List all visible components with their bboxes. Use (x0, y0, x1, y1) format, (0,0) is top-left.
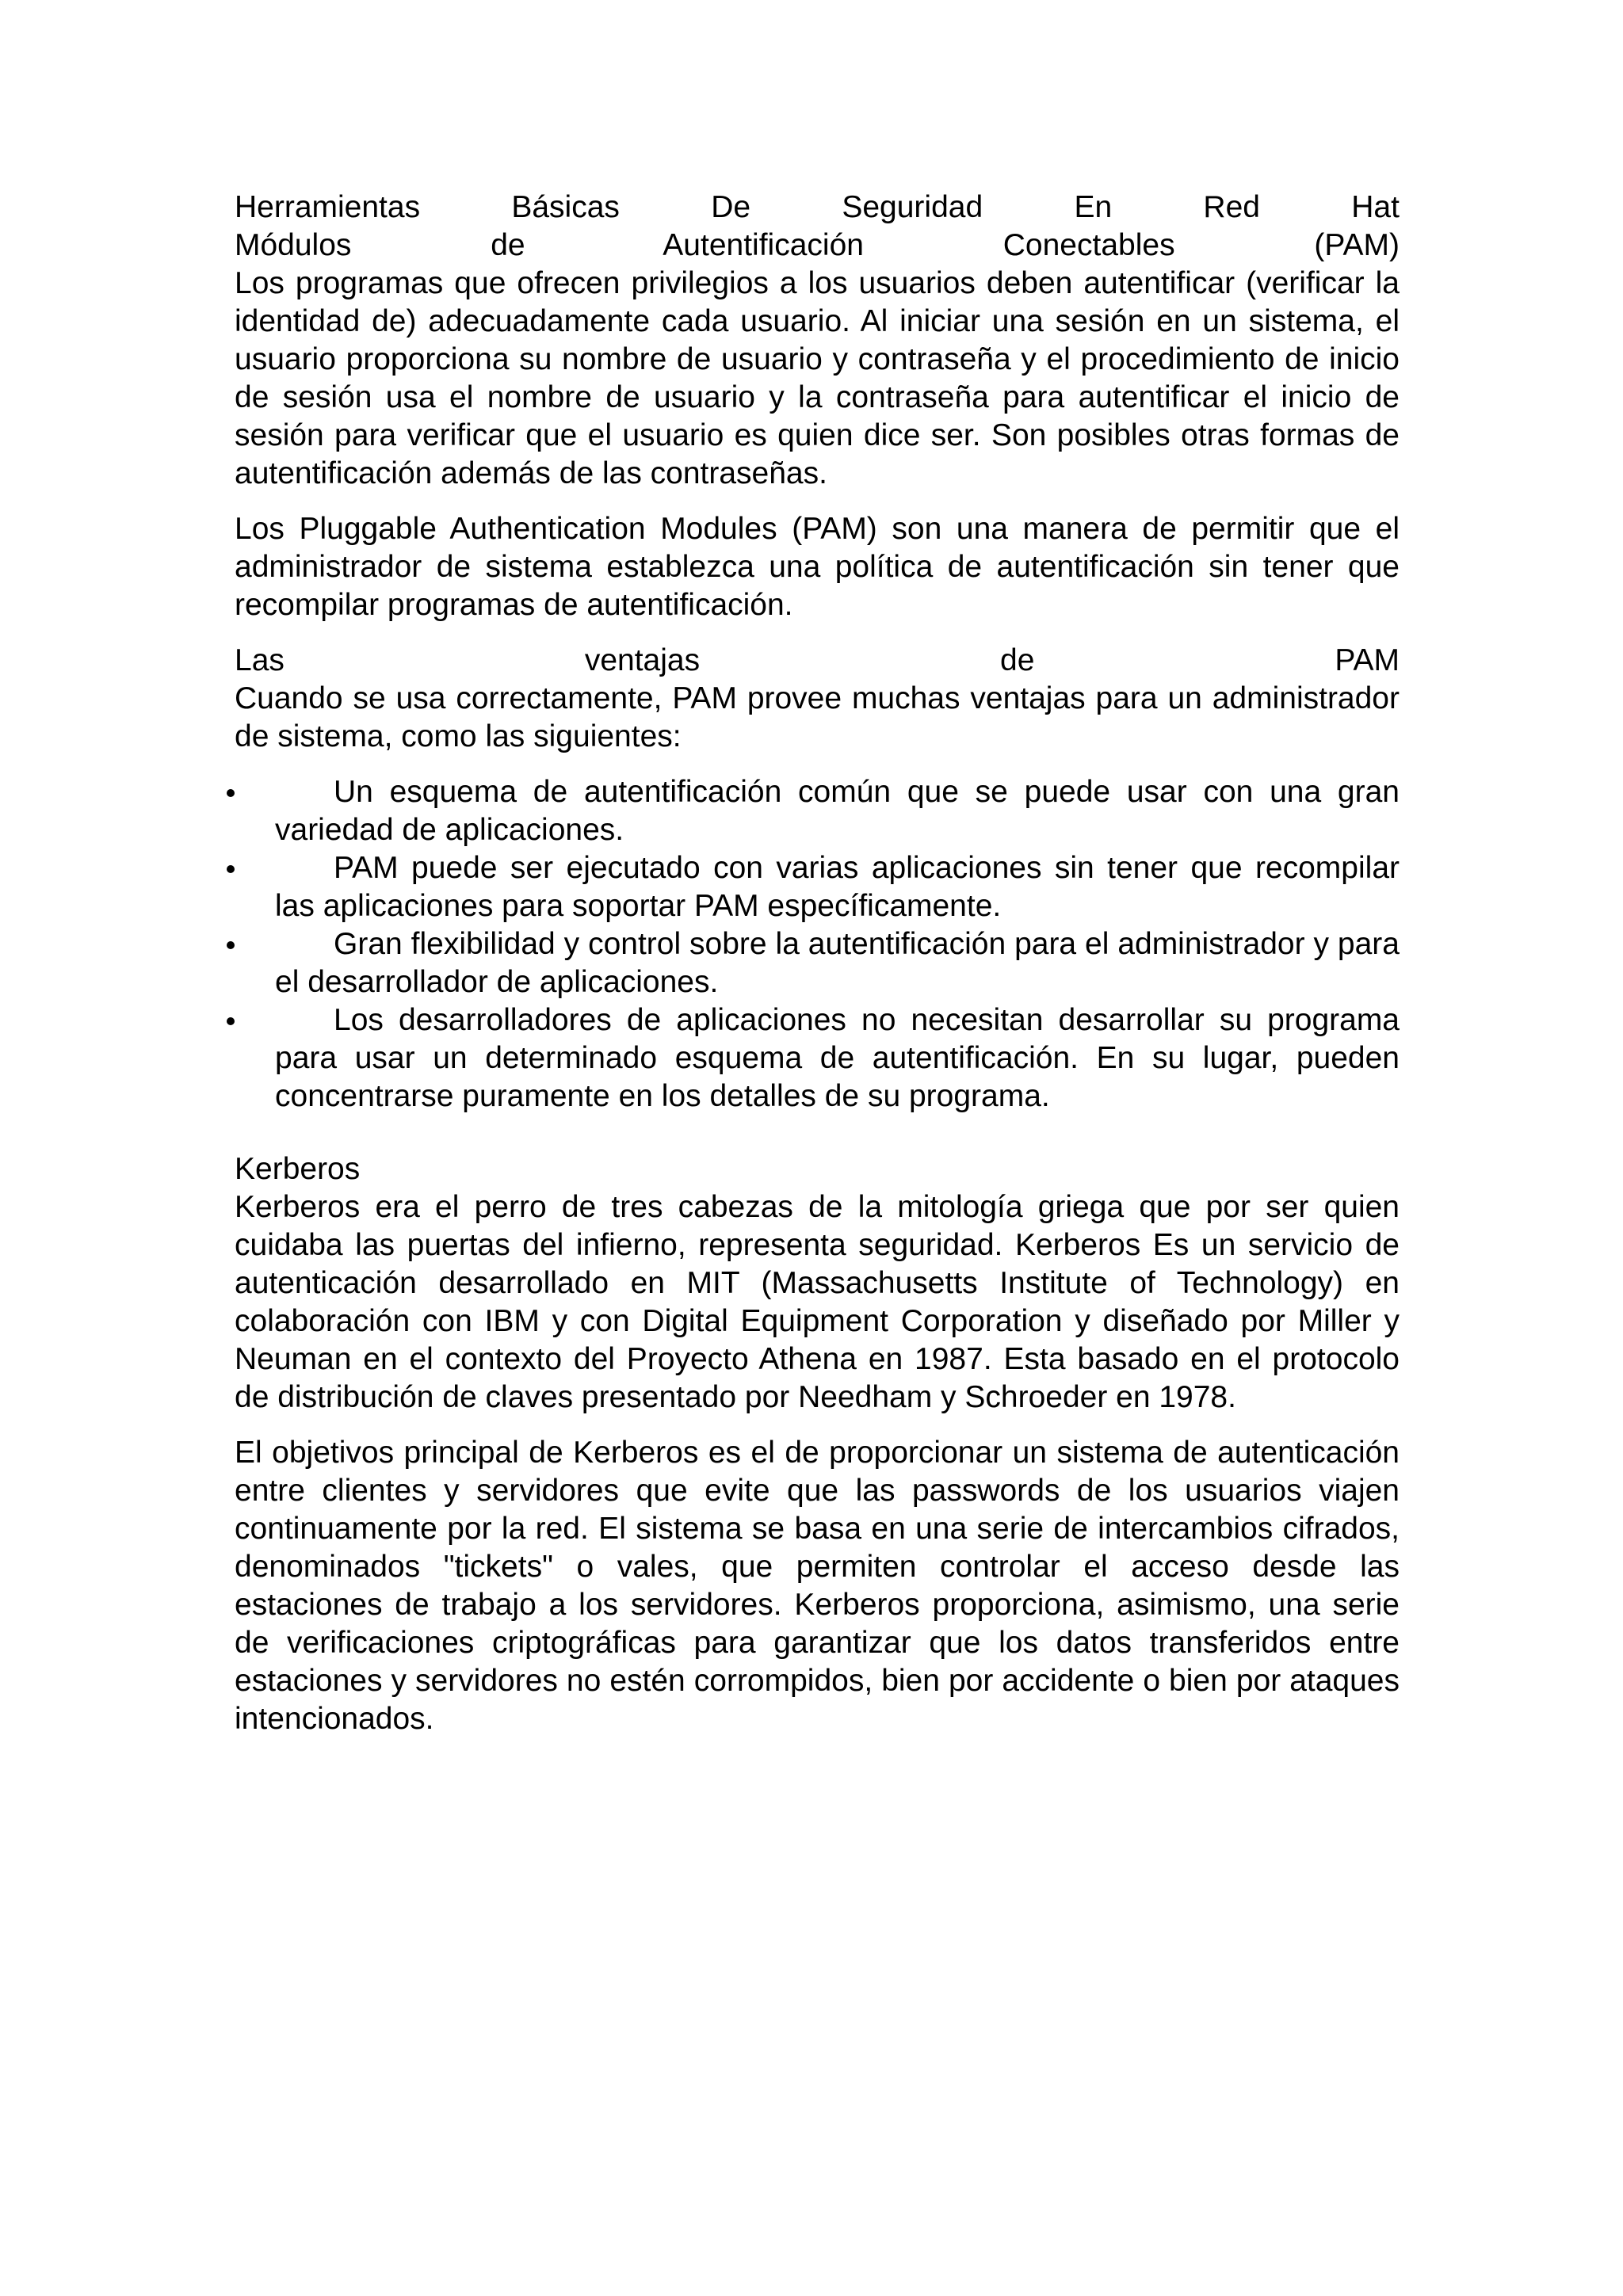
heading-word: ventajas (584, 643, 701, 677)
list-item (235, 925, 1400, 1001)
title-word: Básicas (511, 190, 620, 224)
title-word: En (1074, 190, 1113, 224)
kerberos-paragraph-1: Kerberos era el perro de tres cabezas de la mitología griega que por ser quien cuidaba las puertas del infierno, representa seguridad. Kerberos Es un servicio de autenticación desarrollado en MIT (Massachusetts Institute of Technology) en colaboración con IBM y con Digital Equipment Corporation y diseñado por Miller y Neuman en el contexto del Proyecto Athena en 1987. Esta basado en el protocolo de distribución de claves presentado por Needham y Schroeder en 1978. (235, 1190, 1400, 1414)
document-title (235, 189, 1400, 227)
section-heading-kerberos: Kerberos (235, 1152, 361, 1186)
list-item (235, 1001, 1400, 1116)
bullet-icon (227, 1017, 235, 1025)
document-page (235, 189, 1400, 1738)
heading-word: Las (235, 643, 285, 677)
heading-word: Módulos (235, 228, 352, 262)
title-word: Red (1203, 190, 1260, 224)
title-word: Hat (1351, 190, 1400, 224)
list-item-text: Los desarrolladores de aplicaciones no necesitan desarrollar su programa para usar un determinado esquema de autentificación. En su lugar, pueden concentrarse puramente en los detalles de su programa. (275, 1003, 1400, 1113)
list-item (235, 773, 1400, 849)
heading-word: de (491, 228, 525, 262)
kerberos-paragraph-2: El objetivos principal de Kerberos es el de proporcionar un sistema de autenticación entre clientes y servidores que evite que las passwords de los usuarios viajen continuamente por la red. El sistema se basa en una serie de intercambios cifrados, denominados "tickets" o vales, que permiten controlar el acceso desde las estaciones de trabajo a los servidores. Kerberos proporciona, asimismo, una serie de verificaciones criptográficas para garantizar que los datos transferidos entre estaciones y servidores no estén corrompidos, bien por accidente o bien por ataques intencionados. (235, 1436, 1400, 1736)
section-heading-advantages (235, 642, 1400, 680)
title-word: Herramientas (235, 190, 421, 224)
advantages-list (235, 773, 1400, 1116)
bullet-icon (227, 789, 235, 797)
list-item-text: PAM puede ser ejecutado con varias aplicaciones sin tener que recompilar las aplicaciones para soportar PAM específicamente. (275, 851, 1400, 923)
heading-word: Conectables (1002, 228, 1175, 262)
heading-word: de (1000, 643, 1035, 677)
section-heading-pam (235, 227, 1400, 265)
list-item-text: Gran flexibilidad y control sobre la autentificación para el administrador y para el desarrollador de aplicaciones. (275, 927, 1400, 999)
heading-word: Autentificación (663, 228, 864, 262)
list-item (235, 849, 1400, 925)
intro-paragraph: Los programas que ofrecen privilegios a los usuarios deben autentificar (verificar la identidad de) adecuadamente cada usuario. Al iniciar una sesión en un sistema, el usuario proporciona su nombre de usuario y contraseña y el procedimiento de inicio de sesión usa el nombre de usuario y la contraseña para autentificar el inicio de sesión para verificar que el usuario es quien dice ser. Son posibles otras formas de autentificación además de las contraseñas. (235, 266, 1400, 490)
list-item-text: Un esquema de autentificación común que se puede usar con una gran variedad de aplicaciones. (275, 775, 1400, 847)
pam-paragraph: Los Pluggable Authentication Modules (PAM) son una manera de permitir que el administrador de sistema establezca una política de autentificación sin tener que recompilar programas de autentificación. (235, 512, 1400, 622)
heading-word: PAM (1335, 643, 1400, 677)
bullet-icon (227, 865, 235, 873)
advantages-intro: Cuando se usa correctamente, PAM provee muchas ventajas para un administrador de sistema, como las siguientes: (235, 681, 1400, 753)
title-word: Seguridad (842, 190, 983, 224)
bullet-icon (227, 941, 235, 949)
heading-word: (PAM) (1314, 228, 1400, 262)
title-word: De (711, 190, 751, 224)
